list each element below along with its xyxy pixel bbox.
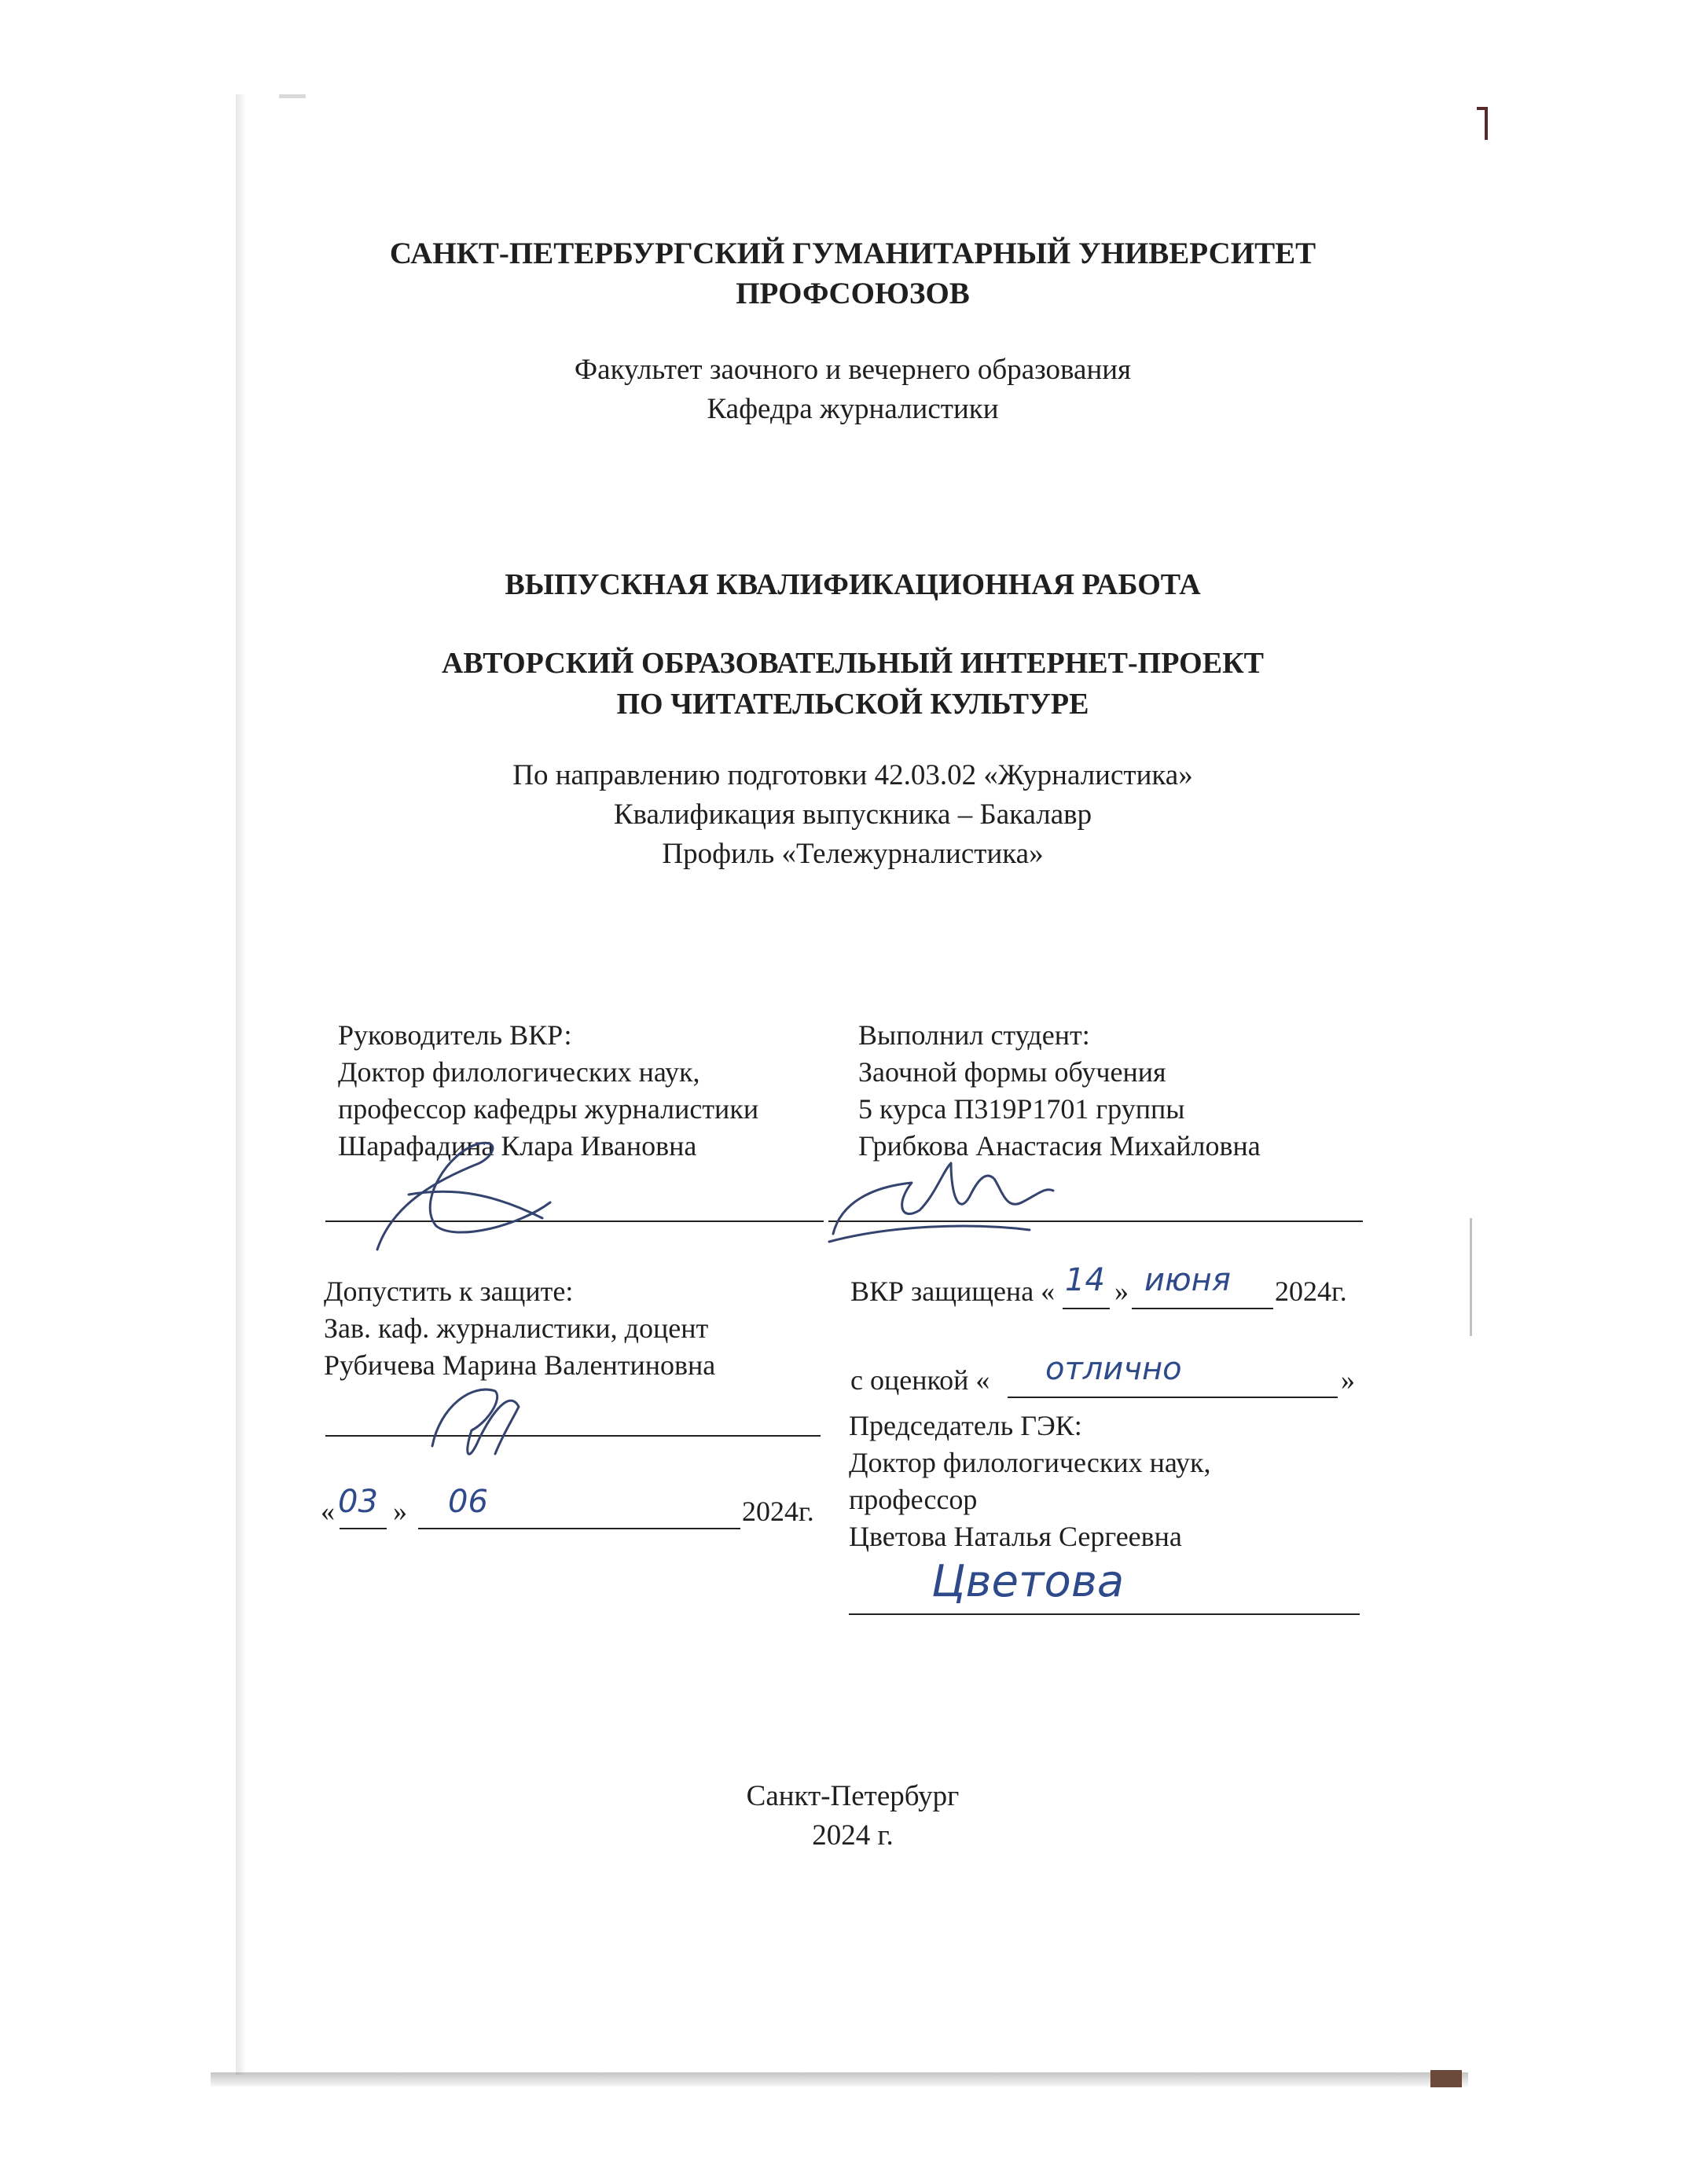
admission-year: 2024г. <box>742 1496 814 1527</box>
commission-signature-line <box>849 1613 1360 1615</box>
footer-year: 2024 г. <box>812 1819 894 1852</box>
footer-city: Санкт-Петербург <box>746 1780 960 1812</box>
commission-degree: Доктор филологических наук, <box>849 1447 1211 1478</box>
department-name: Кафедра журналистики <box>707 393 999 425</box>
scan-edge-right <box>1470 1218 1472 1336</box>
grade-line <box>1008 1397 1338 1398</box>
student-group: 5 курса П319Р1701 группы <box>858 1093 1185 1125</box>
commission-label: Председатель ГЭК: <box>849 1410 1082 1441</box>
faculty-name: Факультет заочного и вечернего образования <box>574 354 1132 386</box>
supervisor-degree: Доктор филологических наук, <box>338 1056 700 1088</box>
student-form: Заочной формы обучения <box>858 1056 1166 1088</box>
footer-block <box>236 1777 1470 1855</box>
commission-signature: Цветова <box>931 1556 1125 1607</box>
admission-month: 06 <box>448 1484 488 1520</box>
work-type: ВЫПУСКНАЯ КВАЛИФИКАЦИОННАЯ РАБОТА <box>505 568 1201 601</box>
university-name <box>236 233 1470 314</box>
defense-year: 2024г. <box>1275 1276 1347 1307</box>
admission-label: Допустить к защите: <box>324 1276 574 1307</box>
admission-position: Зав. каф. журналистики, доцент <box>324 1312 709 1344</box>
university-line-1: САНКТ-ПЕТЕРБУРГСКИЙ ГУМАНИТАРНЫЙ УНИВЕРСИТЕТ <box>389 237 1316 270</box>
defense-month-line <box>1132 1308 1273 1309</box>
supervisor-position: профессор кафедры журналистики <box>338 1093 759 1125</box>
admission-day-line <box>340 1528 387 1529</box>
direction-text: По направлению подготовки 42.03.02 «Журналистика» <box>512 759 1193 791</box>
qualification-text: Квалификация выпускника – Бакалавр <box>613 798 1092 831</box>
commission-name: Цветова Наталья Сергеевна <box>849 1521 1182 1552</box>
defense-month: июня <box>1144 1262 1231 1298</box>
admission-quote-open: « <box>321 1496 335 1527</box>
grade-label: с оценкой « <box>850 1364 990 1396</box>
student-block <box>858 1017 1261 1165</box>
profile-text: Профиль «Тележурналистика» <box>662 838 1044 870</box>
admission-signature <box>409 1360 534 1470</box>
admission-day: 03 <box>338 1484 378 1520</box>
defense-label: ВКР защищена « <box>850 1276 1056 1307</box>
direction-block <box>236 756 1470 874</box>
commission-position: профессор <box>849 1484 978 1515</box>
admission-quote-close: » <box>393 1496 407 1527</box>
scan-edge-bottom <box>211 2072 1468 2087</box>
commission-block <box>849 1408 1211 1555</box>
faculty-block <box>236 351 1470 429</box>
defense-quote-close: » <box>1114 1276 1129 1307</box>
admission-month-line <box>418 1528 740 1529</box>
scan-tick-mark <box>1485 107 1488 140</box>
work-title-line-2: ПО ЧИТАТЕЛЬСКОЙ КУЛЬТУРЕ <box>616 688 1089 721</box>
work-title <box>236 643 1470 725</box>
scan-dash <box>279 94 306 98</box>
supervisor-name: Шарафадина Клара Ивановна <box>338 1130 697 1162</box>
supervisor-signature <box>362 1108 566 1265</box>
work-title-line-1: АВТОРСКИЙ ОБРАЗОВАТЕЛЬНЫЙ ИНТЕРНЕТ-ПРОЕКТ <box>441 647 1264 680</box>
admission-signature-line <box>325 1435 821 1437</box>
university-line-2: ПРОФСОЮЗОВ <box>736 277 970 310</box>
student-label: Выполнил студент: <box>858 1019 1090 1051</box>
supervisor-label: Руководитель ВКР: <box>338 1019 572 1051</box>
student-signature <box>825 1147 1061 1250</box>
scan-corner-mark <box>1430 2070 1462 2087</box>
grade-value: отлично <box>1045 1351 1182 1387</box>
defense-day: 14 <box>1065 1262 1105 1298</box>
defense-day-line <box>1063 1308 1110 1309</box>
admission-name: Рубичева Марина Валентиновна <box>324 1349 716 1381</box>
grade-quote-close: » <box>1341 1364 1355 1396</box>
student-name: Грибкова Анастасия Михайловна <box>858 1130 1261 1162</box>
